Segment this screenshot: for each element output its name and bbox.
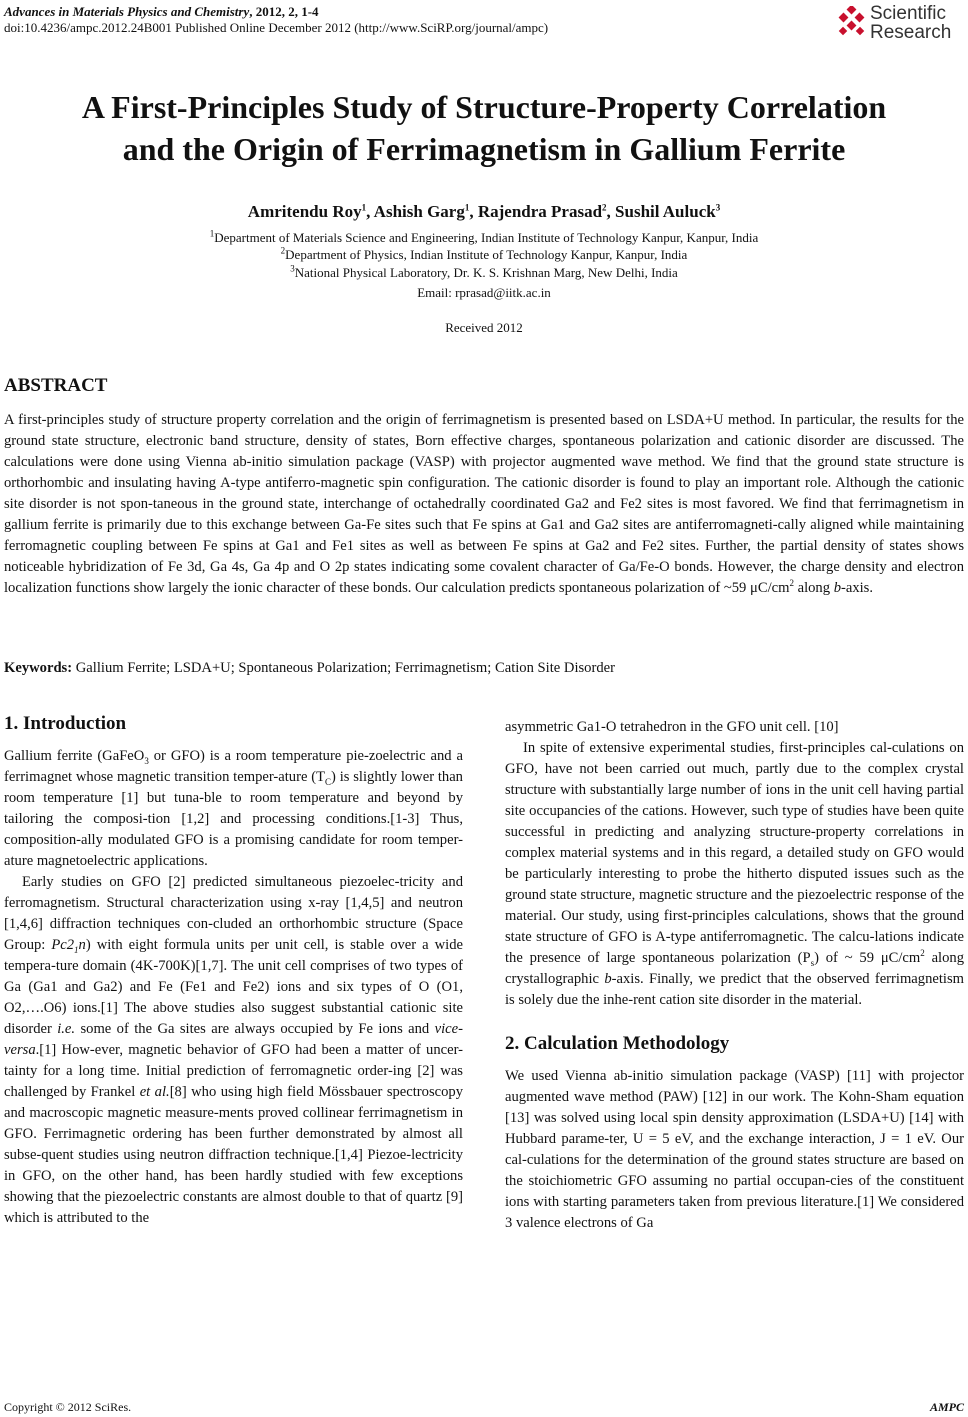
text-italic: i.e. [57, 1021, 76, 1037]
text-run: [8] who using high field Mössbauer spectroscopy and macroscopic magnetic measure-ments proved collinear ferrimagnetism in GFO. Ferrimagnetic ordering has been further demonstrated by almost all subse-quent studies using neutron diffraction technique.[1,4] Piezoe-lectricity in GFO, on the other hand, has been hardly studied with few exceptions showing that the piezoelectric constants are almost double to that of quartz [9] which is attributed to the [4, 1084, 464, 1226]
affiliation-sup: 1 [209, 228, 215, 239]
author-sep: , [366, 202, 374, 221]
author-name: Amritendu Roy [247, 202, 362, 221]
method-paragraph-1: We used Vienna ab-initio simulation package (VASP) [11] with projector augmented wave method (PAW) [12] in our work. The Kohn-Sham equation [13] was solved using local spin density approximation (LSDA+U) [14] with Hubbard parame-ter, U = 5 eV, and the exchange interaction, J = 1 eV. Our cal-culations for the determination of the ground states structure are based on the stoichiometric GFO assuming no partial occupan-cies of the constituent ions with starting parameters taken from previous literature.[1] We considered 3 valence electrons of Ga [505, 1068, 964, 1231]
author-sep: , [606, 202, 616, 221]
text-sup: 2 [920, 948, 925, 959]
logo-text [870, 4, 951, 42]
author-name: Sushil Auluck [615, 202, 716, 221]
doi-line: doi:10.4236/ampc.2012.24B001 Published Online December 2012 (http://www.SciRP.org/journal/ampc) [4, 20, 549, 35]
journal-citation [4, 4, 319, 20]
journal-abbr: AMPC [929, 1400, 964, 1414]
text-run: In spite of extensive experimental studies, first-principles cal-culations on GFO, have not been carried out much, partly due to the complex crystal structure with substantially large number of ions in the unit cell having partial site occupancies of the cations. However, such type of studies have been quite successful in predicting and analyzing structure-property correlations in complex material systems and in this regard, a detailed study on GFO would be particularly interesting to probe the hitherto disputed issues such as the ground state structure, magnetic structure and the piezoelectric response of the material. Our study, using first-principles calculations, shows that the ground state structure of GFO is A-type antiferromagnetic. The calcu-lations indicate the presence of large spontaneous polarization (P [505, 740, 964, 966]
text-sub: C [325, 776, 332, 787]
text-run: Gallium ferrite (GaFeO [4, 748, 145, 764]
title-line-1: A First-Principles Study of Structure-Property Correlation [81, 89, 887, 125]
abstract-heading: ABSTRACT [4, 375, 108, 396]
logo-line1: Scientific [870, 3, 947, 24]
section-heading-introduction: 1. Introduction [4, 713, 127, 734]
keywords [4, 660, 964, 677]
logo-mark-icon [836, 6, 868, 38]
affiliation-2 [0, 246, 968, 263]
text-run: -axis. Finally, we predict that the observed ferrimagnetism is solely due the inhe-rent cation site disorder in the material. [505, 971, 964, 1008]
text-run: .[1] How-ever, magnetic behavior of GFO had been a matter of uncer-tainty for a long time. Initial prediction of ferromagnetic order-ing [2] was challenged by Frankel [4, 1042, 463, 1100]
abstract-sup: 2 [789, 578, 794, 589]
intro-paragraph-2 [4, 872, 463, 1229]
author-sep: , [469, 202, 478, 221]
keywords-text: Gallium Ferrite; LSDA+U; Spontaneous Polarization; Ferrimagnetism; Cation Site Disorder [72, 660, 615, 676]
abstract-body [4, 410, 964, 599]
journal-volume: , 2012, 2, 1-4 [249, 4, 319, 19]
author-sup: 1 [464, 202, 470, 213]
paper-title [0, 86, 968, 170]
right-column [505, 717, 964, 1234]
affiliation-text: Department of Materials Science and Engineering, Indian Institute of Technology Kanpur, Kanpur, India [214, 230, 759, 245]
text-run: along crystallographic [505, 950, 964, 987]
text-italic: vice-versa [4, 1021, 463, 1058]
text-sub: s [810, 957, 815, 968]
abstract-tail: along [793, 580, 834, 596]
abstract-text: A first-principles study of structure property correlation and the origin of ferrimagnetism is presented based on LSDA+U method. In particular, the results for the ground state structure, electronic band structure, density of states, Born effective charges, spontaneous polarization and cationic disorder are discussed. The calculations were done using Vienna ab-initio simulation package (VASP) with projector augmented wave method. We find that the ground state structure is orthorhombic and insulating having A-type antiferro-magnetic spin configuration. The cationic disorder is found to play an important role. Although the cationic site disorder is not spon-taneous in the ground state, interchange of octahedrally coordinated Ga2 and Fe2 sites is most favored. We find that ferrimagnetism in gallium ferrite is primarily due to this exchange between Ga-Fe sites such that Fe spins at Ga1 and Ga2 sites are antiferromagneti-cally aligned while maintaining ferromagnetic coupling between Fe spins at Ga1 and Fe1 sites as well as between Fe spins at Ga2 and Fe2 sites. Further, the partial density of states shows noticeable hybridization of Fe 3d, Ga 4s, Ga 4p and O 2p states indicating some covalent character of Ga/Fe-O bonds. However, the charge density and electron localization functions show largely the ionic character of these bonds. Our calculation predicts spontaneous polarization of ~59 μC/cm [4, 412, 964, 596]
text-italic: et al. [139, 1084, 170, 1100]
text-run: some of the Ga sites are always occupied by Fe ions and [75, 1021, 435, 1037]
text-sub: 1 [74, 944, 79, 955]
text-italic: b [604, 971, 612, 987]
section-heading-methodology: 2. Calculation Methodology [505, 1033, 730, 1054]
author-sup: 1 [361, 202, 367, 213]
right-paragraph-1: asymmetric Ga1-O tetrahedron in the GFO unit cell. [10] [505, 719, 839, 735]
author-name: Ashish Garg [373, 202, 465, 221]
affiliation-sup: 3 [290, 263, 295, 274]
logo-line2: Research [870, 22, 952, 43]
affiliation-1 [0, 229, 968, 246]
affiliation-3 [0, 264, 968, 281]
text-run: Early studies on GFO [2] predicted simultaneous piezoelec-tricity and ferromagnetism. Structural characterization using x-ray [1,4,5] and neutron [1,4,6] diffraction techniques con-cluded an orthorhombic structure (Space Group: [4, 874, 463, 953]
affiliation-sup: 2 [280, 245, 286, 256]
text-run: ) with eight formula units per unit cell, is stable over a wide tempera-ture domain (4K-700K)[1,7]. The unit cell comprises of two types of Ga (Ga1 and Ga2) and Fe (Fe1 and Fe2) ions and six types of O (O1, O2,….O6) ions.[1] The above studies also suggest substantial cationic site disorder [4, 937, 463, 1037]
right-paragraph-2 [505, 738, 964, 1011]
affiliation-text: National Physical Laboratory, Dr. K. S. Krishnan Marg, New Delhi, India [294, 265, 678, 280]
keywords-label: Keywords: [4, 660, 73, 676]
affiliation-text: Department of Physics, Indian Institute of Technology Kanpur, Kanpur, India [285, 247, 688, 262]
title-line-2: and the Origin of Ferrimagnetism in Gallium Ferrite [122, 131, 846, 167]
abstract-axis: b [833, 580, 841, 596]
text-run: or GFO) is a room temperature pie-zoelectric and a ferrimagnet whose magnetic transition temper-ature (T [4, 748, 463, 785]
author-sup: 2 [602, 202, 607, 213]
author-name: Rajendra Prasad [477, 202, 603, 221]
text-italic: n [78, 937, 86, 953]
text-run: ) of ~ 59 μC/cm [814, 950, 921, 966]
left-column [4, 713, 463, 1229]
received-date: Received 2012 [445, 320, 523, 335]
page-footer [4, 1400, 964, 1415]
journal-name: Advances in Materials Physics and Chemistry [4, 4, 250, 19]
author-list [0, 202, 968, 222]
intro-paragraph-1 [4, 746, 463, 872]
publisher-logo [836, 2, 964, 46]
text-sub: 3 [144, 755, 149, 766]
text-italic: Pc2 [51, 937, 75, 953]
abstract-tail-end: -axis. [840, 580, 874, 596]
author-sup: 3 [715, 202, 721, 213]
text-run: ) is slightly lower than room temperature [1] but tuna-ble to room temperature and beyond by tailoring the composi-tion [1,2] and processing conditions.[1-3] Thus, composition-ally modulated GFO is a promising candidate for room temper-ature magnetoelectric applications. [4, 769, 463, 869]
email-line: Email: rprasad@iitk.ac.in [417, 285, 551, 300]
copyright: Copyright © 2012 SciRes. [4, 1400, 132, 1414]
